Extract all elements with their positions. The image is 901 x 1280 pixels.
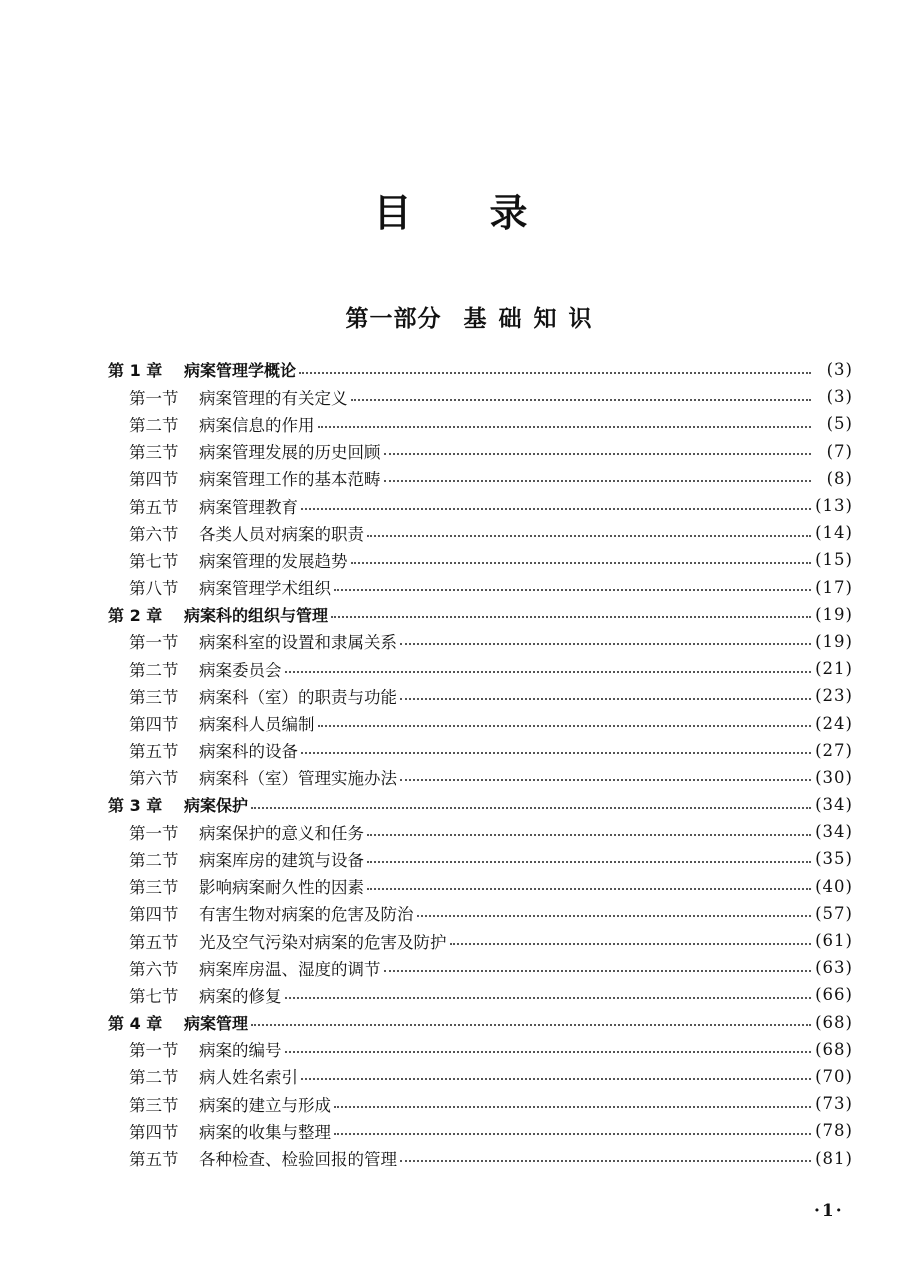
toc-section-row[interactable] — [108, 492, 853, 519]
section-title: 病人姓名索引 — [199, 1068, 298, 1088]
section-title: 有害生物对病案的危害及防治 — [199, 905, 414, 925]
dot-leader — [334, 589, 811, 591]
section-label — [129, 847, 364, 871]
toc-section-row[interactable] — [108, 1063, 853, 1090]
section-title: 病案库房的建筑与设备 — [199, 850, 364, 870]
dot-leader — [285, 997, 812, 999]
section-number: 第七节 — [129, 551, 179, 571]
chapter-title: 病案保护 — [184, 796, 249, 816]
section-page-ref: (21) — [815, 659, 853, 679]
dot-leader — [400, 698, 811, 700]
section-label — [129, 629, 397, 653]
section-title: 病案管理发展的历史回顾 — [199, 443, 381, 463]
section-page-ref: (17) — [815, 577, 853, 597]
dot-leader — [331, 616, 811, 618]
section-label — [129, 466, 381, 490]
toc-section-row[interactable] — [108, 519, 853, 546]
section-page-ref: (68) — [815, 1039, 853, 1059]
chapter-number: 第 2 章 — [108, 605, 163, 625]
section-number: 第五节 — [129, 932, 179, 952]
section-label — [129, 1119, 331, 1143]
dot-leader — [384, 970, 812, 972]
dot-leader — [417, 915, 812, 917]
section-number: 第二节 — [129, 660, 179, 680]
section-page-ref: (81) — [815, 1148, 853, 1168]
dot-leader — [318, 725, 812, 727]
chapter-page-ref: (68) — [815, 1012, 853, 1032]
chapter-number: 第 4 章 — [108, 1013, 163, 1033]
dot-leader — [251, 1024, 811, 1026]
section-label — [129, 929, 447, 953]
table-of-contents — [108, 356, 853, 1172]
dot-leader — [367, 861, 811, 863]
dot-leader — [318, 426, 812, 428]
section-number: 第六节 — [129, 769, 179, 789]
section-label — [129, 983, 282, 1007]
toc-section-row[interactable] — [108, 1090, 853, 1117]
dot-leader — [251, 807, 811, 809]
toc-chapter-row[interactable] — [108, 601, 853, 628]
section-number: 第三节 — [129, 1095, 179, 1115]
section-label — [129, 575, 331, 599]
section-page-ref: (63) — [815, 958, 853, 978]
section-label — [129, 765, 397, 789]
section-title: 病案的建立与形成 — [199, 1095, 331, 1115]
section-title: 病案管理的有关定义 — [199, 388, 348, 408]
section-number: 第五节 — [129, 742, 179, 762]
page-title — [0, 182, 901, 237]
section-title: 病案委员会 — [199, 660, 282, 680]
section-title: 病案保护的意义和任务 — [199, 823, 364, 843]
section-number: 第六节 — [129, 524, 179, 544]
toc-section-row[interactable] — [108, 845, 853, 872]
section-label — [129, 1037, 282, 1061]
section-title: 各类人员对病案的职责 — [199, 524, 364, 544]
toc-section-row[interactable] — [108, 628, 853, 655]
section-label — [129, 1146, 397, 1170]
dot-leader — [334, 1133, 811, 1135]
section-title: 病案的修复 — [199, 986, 282, 1006]
section-number: 第四节 — [129, 470, 179, 490]
section-title: 影响病案耐久性的因素 — [199, 878, 364, 898]
section-page-ref: (13) — [815, 496, 853, 516]
section-page-ref: (15) — [815, 550, 853, 570]
dot-leader — [299, 372, 811, 374]
toc-section-row[interactable] — [108, 438, 853, 465]
toc-section-row[interactable] — [108, 981, 853, 1008]
section-number: 第五节 — [129, 1150, 179, 1170]
section-number: 第四节 — [129, 715, 179, 735]
section-number: 第二节 — [129, 1068, 179, 1088]
section-title: 光及空气污染对病案的危害及防护 — [199, 932, 447, 952]
section-page-ref: (40) — [815, 876, 853, 896]
dot-leader — [351, 399, 812, 401]
section-page-ref: (8) — [826, 468, 853, 488]
toc-section-row[interactable] — [108, 900, 853, 927]
section-page-ref: (70) — [815, 1066, 853, 1086]
chapter-label — [108, 1011, 248, 1034]
dot-leader — [334, 1106, 811, 1108]
dot-leader — [301, 508, 811, 510]
part-heading — [0, 300, 901, 333]
section-title: 各种检查、检验回报的管理 — [199, 1150, 397, 1170]
section-page-ref: (19) — [815, 631, 853, 651]
section-number: 第四节 — [129, 1122, 179, 1142]
section-number: 第一节 — [129, 388, 179, 408]
section-page-ref: (34) — [815, 822, 853, 842]
section-page-ref: (66) — [815, 985, 853, 1005]
toc-section-row[interactable] — [108, 383, 853, 410]
section-page-ref: (24) — [815, 713, 853, 733]
toc-chapter-row[interactable] — [108, 791, 853, 818]
dot-leader — [285, 671, 812, 673]
toc-section-row[interactable] — [108, 465, 853, 492]
section-label — [129, 412, 315, 436]
section-label — [129, 439, 381, 463]
section-page-ref: (35) — [815, 849, 853, 869]
toc-section-row[interactable] — [108, 873, 853, 900]
section-title: 病案科人员编制 — [199, 715, 315, 735]
dot-leader — [367, 834, 811, 836]
dot-leader — [384, 480, 812, 482]
section-number: 第六节 — [129, 959, 179, 979]
page-title-char: 录 — [489, 191, 528, 235]
section-page-ref: (23) — [815, 686, 853, 706]
section-title: 病案科的设备 — [199, 742, 298, 762]
section-label — [129, 901, 414, 925]
dot-leader — [400, 1160, 811, 1162]
toc-section-row[interactable] — [108, 546, 853, 573]
section-page-ref: (14) — [815, 523, 853, 543]
section-number: 第七节 — [129, 986, 179, 1006]
section-label — [129, 820, 364, 844]
dot-leader — [301, 1078, 811, 1080]
dot-leader — [400, 779, 811, 781]
section-title: 病案科室的设置和隶属关系 — [199, 633, 397, 653]
section-title: 病案管理的发展趋势 — [199, 551, 348, 571]
toc-section-row[interactable] — [108, 737, 853, 764]
toc-section-row[interactable] — [108, 682, 853, 709]
toc-section-row[interactable] — [108, 927, 853, 954]
section-title: 病案管理教育 — [199, 497, 298, 517]
section-number: 第四节 — [129, 905, 179, 925]
toc-section-row[interactable] — [108, 764, 853, 791]
section-label — [129, 956, 381, 980]
dot-leader — [367, 535, 811, 537]
dot-leader — [450, 943, 812, 945]
section-number: 第八节 — [129, 579, 179, 599]
chapter-number: 第 3 章 — [108, 796, 163, 816]
toc-section-row[interactable] — [108, 410, 853, 437]
section-page-ref: (7) — [826, 441, 853, 461]
section-title: 病案的收集与整理 — [199, 1122, 331, 1142]
section-page-ref: (5) — [826, 414, 853, 434]
dot-leader — [285, 1051, 812, 1053]
section-number: 第一节 — [129, 1041, 179, 1061]
toc-chapter-row[interactable] — [108, 356, 853, 383]
chapter-label — [108, 603, 328, 626]
toc-section-row[interactable] — [108, 1117, 853, 1144]
toc-section-row[interactable] — [108, 574, 853, 601]
section-title: 病案信息的作用 — [199, 415, 315, 435]
dot-leader — [400, 643, 811, 645]
part-name: 第一部分 — [345, 305, 442, 332]
chapter-page-ref: (19) — [815, 604, 853, 624]
page-title-char: 目 — [373, 191, 412, 235]
section-label — [129, 874, 364, 898]
section-page-ref: (30) — [815, 767, 853, 787]
section-number: 第三节 — [129, 443, 179, 463]
section-page-ref: (27) — [815, 740, 853, 760]
toc-section-row[interactable] — [108, 1144, 853, 1171]
chapter-title: 病案科的组织与管理 — [184, 605, 329, 625]
section-page-ref: (78) — [815, 1121, 853, 1141]
toc-section-row[interactable] — [108, 954, 853, 981]
chapter-page-ref: (3) — [826, 360, 853, 380]
dot-leader — [351, 562, 812, 564]
section-number: 第三节 — [129, 878, 179, 898]
section-label — [129, 1092, 331, 1116]
section-label — [129, 548, 348, 572]
section-title: 病案科（室）的职责与功能 — [199, 687, 397, 707]
chapter-title: 病案管理 — [184, 1013, 249, 1033]
section-label — [129, 1064, 298, 1088]
toc-section-row[interactable] — [108, 655, 853, 682]
section-page-ref: (57) — [815, 903, 853, 923]
chapter-label — [108, 793, 248, 816]
dot-leader — [367, 888, 811, 890]
section-number: 第一节 — [129, 823, 179, 843]
chapter-title: 病案管理学概论 — [184, 361, 297, 381]
section-title: 病案库房温、湿度的调节 — [199, 959, 381, 979]
section-title: 病案管理工作的基本范畴 — [199, 470, 381, 490]
section-title: 病案科（室）管理实施办法 — [199, 769, 397, 789]
section-page-ref: (3) — [826, 387, 853, 407]
section-number: 第五节 — [129, 497, 179, 517]
section-number: 第二节 — [129, 415, 179, 435]
section-number: 第三节 — [129, 687, 179, 707]
section-title: 病案管理学术组织 — [199, 579, 331, 599]
chapter-page-ref: (34) — [815, 795, 853, 815]
part-subtitle: 基础知识 — [463, 305, 604, 332]
toc-section-row[interactable] — [108, 1036, 853, 1063]
section-label — [129, 657, 282, 681]
section-label — [129, 711, 315, 735]
section-label — [129, 494, 298, 518]
section-page-ref: (73) — [815, 1094, 853, 1114]
page-number: ·1· — [814, 1201, 844, 1221]
section-number: 第一节 — [129, 633, 179, 653]
section-number: 第二节 — [129, 850, 179, 870]
toc-section-row[interactable] — [108, 818, 853, 845]
section-label — [129, 738, 298, 762]
section-label — [129, 684, 397, 708]
section-label — [129, 385, 348, 409]
section-page-ref: (61) — [815, 931, 853, 951]
chapter-label — [108, 358, 296, 381]
section-label — [129, 521, 364, 545]
toc-section-row[interactable] — [108, 709, 853, 736]
toc-chapter-row[interactable] — [108, 1009, 853, 1036]
dot-leader — [301, 752, 811, 754]
dot-leader — [384, 453, 812, 455]
section-title: 病案的编号 — [199, 1041, 282, 1061]
chapter-number: 第 1 章 — [108, 361, 163, 381]
